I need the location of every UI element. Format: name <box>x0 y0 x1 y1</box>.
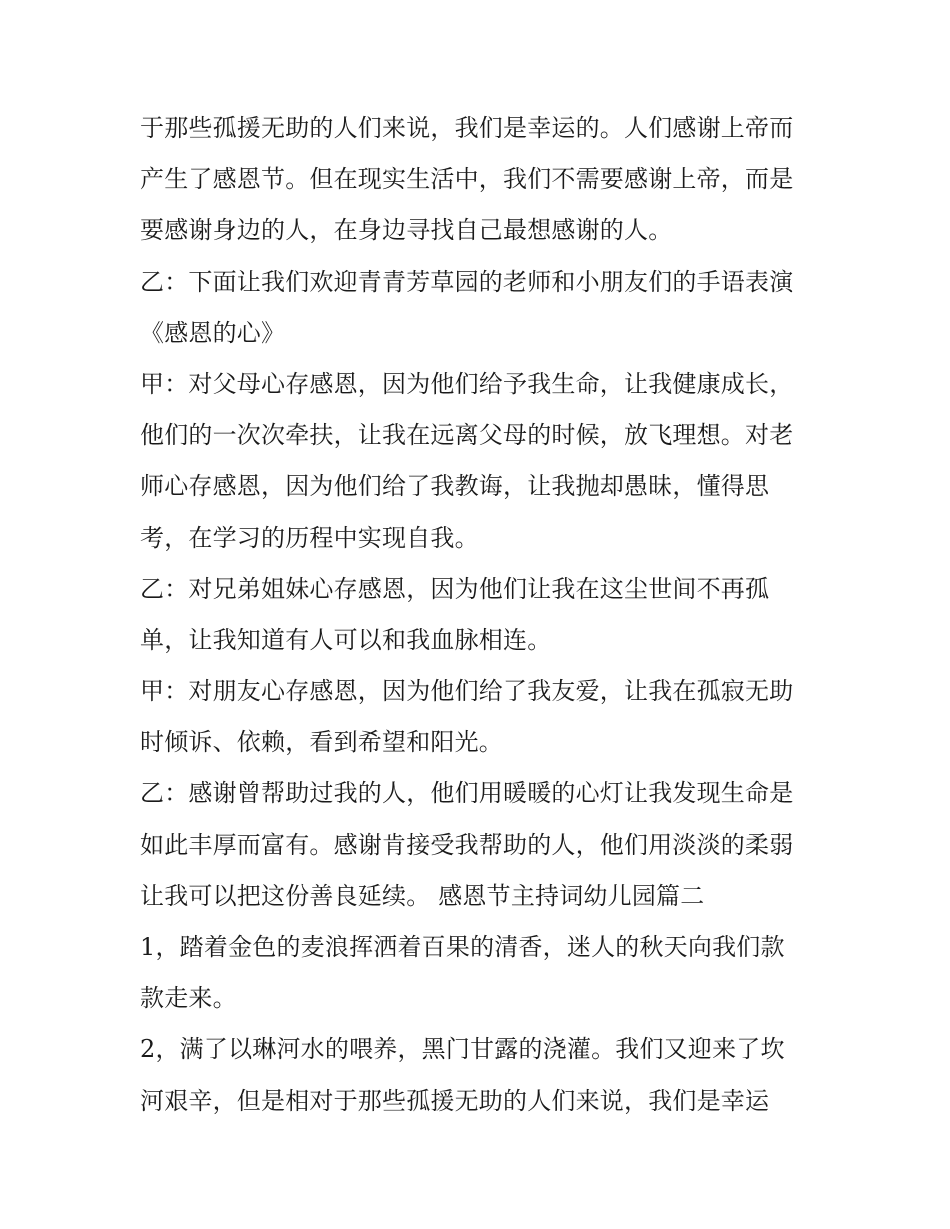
text-line: 时倾诉、依赖，看到希望和阳光。 <box>140 728 503 757</box>
text-line: 要感谢身边的人，在身边寻找自己最想感谢的人。 <box>140 216 673 245</box>
text-line: 款走来。 <box>140 984 237 1013</box>
text-line: 如此丰厚而富有。感谢肯接受我帮助的人，他们用淡淡的柔弱 <box>140 830 794 859</box>
text-line: 河艰辛，但是相对于那些孤援无助的人们来说，我们是幸运 <box>140 1086 770 1115</box>
text-line: 让我可以把这份善良延续。 感恩节主持词幼儿园篇二 <box>140 881 705 910</box>
text-line: 《感恩的心》 <box>140 318 286 347</box>
text-line: 甲：对父母心存感恩，因为他们给予我生命，让我健康成长， <box>140 369 794 398</box>
text-line: 考，在学习的历程中实现自我。 <box>140 523 479 552</box>
text-line: 产生了感恩节。但在现实生活中，我们不需要感谢上帝，而是 <box>140 165 794 194</box>
text-line: 乙：下面让我们欢迎青青芳草园的老师和小朋友们的手语表演 <box>140 267 794 296</box>
text-line: 乙：对兄弟姐妹心存感恩，因为他们让我在这尘世间不再孤 <box>140 574 770 603</box>
text-line: 甲：对朋友心存感恩，因为他们给了我友爱，让我在孤寂无助 <box>140 677 794 706</box>
text-line: 1，踏着金色的麦浪挥洒着百果的清香，迷人的秋天向我们款 <box>140 933 785 961</box>
text-line: 单，让我知道有人可以和我血脉相连。 <box>140 625 552 654</box>
document-body <box>140 103 830 1127</box>
text-line: 乙：感谢曾帮助过我的人，他们用暖暖的心灯让我发现生命是 <box>140 779 794 808</box>
text-line: 师心存感恩，因为他们给了我教诲，让我抛却愚昧，懂得思 <box>140 472 770 501</box>
text-line: 2，满了以琳河水的喂养，黑门甘露的浇灌。我们又迎来了坎 <box>140 1035 785 1064</box>
text-line: 他们的一次次牵扶，让我在远离父母的时候，放飞理想。对老 <box>140 421 794 450</box>
text-line: 于那些孤援无助的人们来说，我们是幸运的。人们感谢上帝而 <box>140 114 794 142</box>
